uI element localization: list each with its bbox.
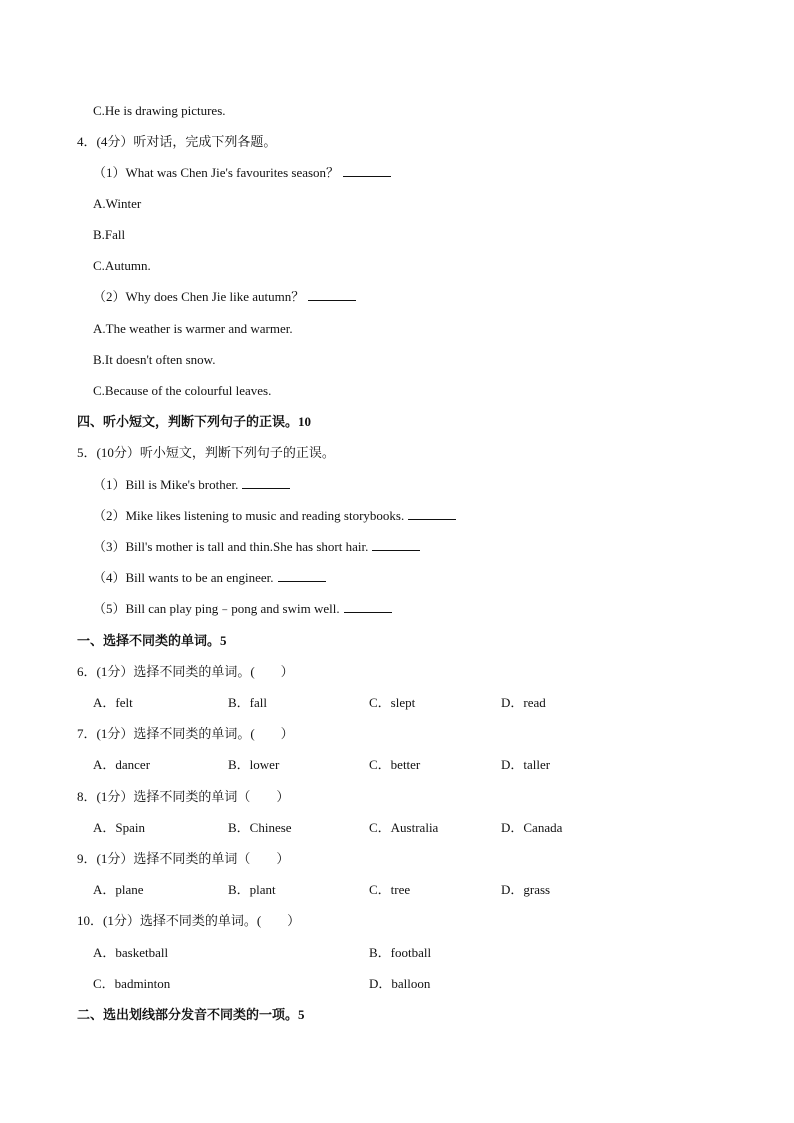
q5-item-4 bbox=[93, 570, 326, 586]
q4-sub2-text: （2）Why does Chen Jie like autumn？ bbox=[93, 289, 305, 304]
answer-blank bbox=[372, 539, 420, 551]
answer-blank bbox=[408, 508, 456, 520]
q4-sub2 bbox=[93, 289, 356, 305]
q10-stem: 10．(1分）选择不同类的单词。( ） bbox=[77, 913, 301, 928]
q10-option-d: D．balloon bbox=[369, 976, 431, 991]
q5-item-1 bbox=[93, 477, 290, 493]
q8-option-d: D．Canada bbox=[501, 820, 563, 835]
q7-stem: 7．(1分）选择不同类的单词。( ） bbox=[77, 726, 294, 741]
q6-option-b: B．fall bbox=[228, 695, 267, 710]
q4-sub1-text: （1）What was Chen Jie's favourites season？ bbox=[93, 165, 340, 180]
q7-option-c: C．better bbox=[369, 757, 421, 772]
answer-blank bbox=[308, 289, 356, 301]
q9-option-a: A．plane bbox=[93, 882, 144, 897]
q10-option-c: C．badminton bbox=[93, 976, 171, 991]
q5-item-3 bbox=[93, 539, 420, 555]
q5-stem: 5．(10分）听小短文，判断下列句子的正误。 bbox=[77, 445, 335, 460]
q7-option-a: A．dancer bbox=[93, 757, 151, 772]
q6-stem: 6．(1分）选择不同类的单词。( ） bbox=[77, 664, 294, 679]
q8-option-b: B．Chinese bbox=[228, 820, 292, 835]
q6-option-c: C．slept bbox=[369, 695, 416, 710]
section1-heading: 一、选择不同类的单词。5 bbox=[77, 633, 227, 648]
section4-heading: 四、听小短文，判断下列句子的正误。10 bbox=[77, 414, 312, 429]
q4-sub2-option-b: B.It doesn't often snow. bbox=[93, 352, 216, 367]
q4-sub2-option-a: A.The weather is warmer and warmer. bbox=[93, 321, 293, 336]
q5-item-3-text: （3）Bill's mother is tall and thin.She has short hair. bbox=[93, 539, 369, 554]
q5-item-1-text: （1）Bill is Mike's brother. bbox=[93, 477, 239, 492]
q10-option-b: B．football bbox=[369, 945, 432, 960]
q5-item-5-text: （5）Bill can play ping﹣pong and swim well. bbox=[93, 601, 340, 616]
q9-option-c: C．tree bbox=[369, 882, 411, 897]
answer-blank bbox=[242, 477, 290, 489]
q10-option-a: A．basketball bbox=[93, 945, 169, 960]
q7-option-b: B．lower bbox=[228, 757, 280, 772]
q6-option-a: A．felt bbox=[93, 695, 133, 710]
q4-sub1-option-a: A.Winter bbox=[93, 196, 142, 211]
q6-option-d: D．read bbox=[501, 695, 546, 710]
q3-option-c: C.He is drawing pictures. bbox=[93, 103, 226, 118]
q5-item-2 bbox=[93, 508, 456, 524]
q4-sub1-option-c: C.Autumn. bbox=[93, 258, 151, 273]
q5-item-5 bbox=[93, 601, 392, 617]
q5-item-4-text: （4）Bill wants to be an engineer. bbox=[93, 570, 274, 585]
q4-sub2-option-c: C.Because of the colourful leaves. bbox=[93, 383, 272, 398]
q9-option-b: B．plant bbox=[228, 882, 276, 897]
answer-blank bbox=[344, 601, 392, 613]
section2-heading: 二、选出划线部分发音不同类的一项。5 bbox=[77, 1007, 305, 1022]
q4-sub1 bbox=[93, 165, 391, 181]
q9-stem: 9．(1分）选择不同类的单词（ ） bbox=[77, 851, 290, 866]
q7-option-d: D．taller bbox=[501, 757, 551, 772]
q8-stem: 8．(1分）选择不同类的单词（ ） bbox=[77, 789, 290, 804]
q4-stem: 4．(4分）听对话，完成下列各题。 bbox=[77, 134, 277, 149]
q8-option-a: A．Spain bbox=[93, 820, 146, 835]
q4-sub1-option-b: B.Fall bbox=[93, 227, 126, 242]
answer-blank bbox=[278, 570, 326, 582]
answer-blank bbox=[343, 165, 391, 177]
q8-option-c: C．Australia bbox=[369, 820, 439, 835]
q5-item-2-text: （2）Mike likes listening to music and reading storybooks. bbox=[93, 508, 405, 523]
q9-option-d: D．grass bbox=[501, 882, 551, 897]
